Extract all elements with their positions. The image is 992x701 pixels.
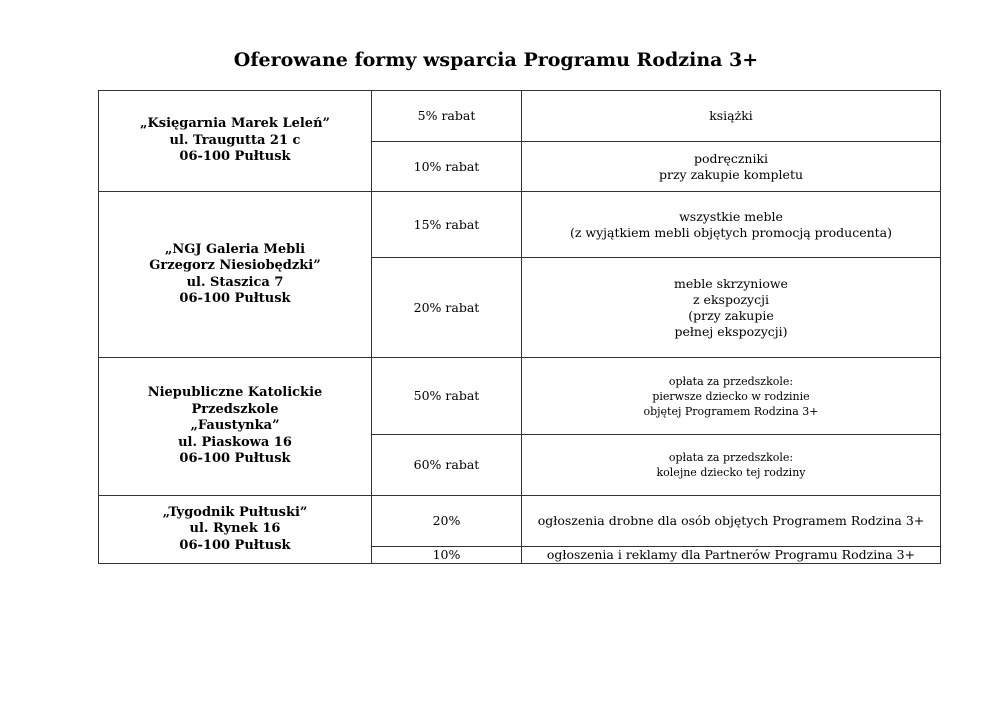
- description-line: pełnej ekspozycji): [674, 323, 788, 339]
- description-line: ogłoszenia drobne dla osób objętych Programem Rodzina 3+: [537, 513, 925, 528]
- description-cell: [522, 435, 941, 496]
- partner-line: 06-100 Pułtusk: [179, 291, 291, 306]
- partner-line: „Faustynka”: [190, 418, 280, 434]
- description-line: wszystkie meble: [679, 208, 783, 224]
- discount-cell: 20% rabat: [372, 258, 522, 358]
- table-row: [99, 192, 941, 258]
- partner-line: 06-100 Pułtusk: [179, 537, 291, 553]
- description-cell: [522, 142, 941, 192]
- discount-cell: 50% rabat: [372, 358, 522, 435]
- description-line: (z wyjątkiem mebli objętych promocją producenta): [569, 224, 892, 240]
- description-cell: [522, 258, 941, 358]
- table-row: [99, 91, 941, 142]
- partner-line: 06-100 Pułtusk: [179, 451, 291, 467]
- discount-cell: 20%: [372, 496, 522, 547]
- description-cell: [522, 91, 941, 142]
- discount-cell: 5% rabat: [372, 91, 522, 142]
- description-line: przy zakupie kompletu: [658, 166, 804, 182]
- description-cell: [522, 547, 941, 564]
- discount-cell: 10%: [372, 547, 522, 564]
- description-line: książki: [709, 108, 753, 123]
- discount-cell: 60% rabat: [372, 435, 522, 496]
- description-line: meble skrzyniowe: [674, 275, 788, 291]
- page-title: Oferowane formy wsparcia Programu Rodzina 3+: [233, 49, 759, 71]
- description-cell: [522, 358, 941, 435]
- discount-cell: 10% rabat: [372, 142, 522, 192]
- description-line: opłata za przedszkole:: [668, 451, 794, 464]
- table-row: [99, 358, 941, 435]
- description-line: podręczniki: [693, 150, 769, 166]
- description-cell: [522, 192, 941, 258]
- partner-cell: [99, 358, 372, 496]
- description-line: (przy zakupie: [688, 307, 774, 323]
- partner-line: „NGJ Galeria Mebli: [164, 241, 306, 257]
- partner-line: ul. Rynek 16: [189, 521, 281, 537]
- description-line: opłata za przedszkole:: [668, 374, 794, 388]
- partner-line: Grzegorz Niesiobędzki”: [149, 258, 321, 273]
- description-line: ogłoszenia i reklamy dla Partnerów Programu Rodzina 3+: [546, 547, 916, 562]
- discount-cell: 15% rabat: [372, 192, 522, 258]
- partner-line: ul. Piaskowa 16: [178, 434, 292, 450]
- partner-line: „Tygodnik Pułtuski”: [162, 504, 308, 520]
- description-line: objętej Programem Rodzina 3+: [643, 404, 819, 418]
- partner-line: Niepubliczne Katolickie Przedszkole: [147, 385, 323, 417]
- description-line: kolejne dziecko tej rodziny: [656, 466, 806, 479]
- partner-line: „Księgarnia Marek Leleń”: [139, 116, 331, 132]
- partner-line: 06-100 Pułtusk: [179, 149, 291, 165]
- partner-cell: [99, 496, 372, 564]
- description-cell: [522, 496, 941, 547]
- description-line: z ekspozycji: [693, 291, 769, 307]
- partner-cell: [99, 192, 372, 358]
- partner-line: ul. Traugutta 21 c: [169, 132, 301, 148]
- support-table: [98, 90, 941, 564]
- description-line: pierwsze dziecko w rodzinie: [652, 389, 810, 403]
- partner-line: ul. Staszica 7: [186, 274, 284, 290]
- table-row: [99, 496, 941, 547]
- partner-cell: [99, 91, 372, 192]
